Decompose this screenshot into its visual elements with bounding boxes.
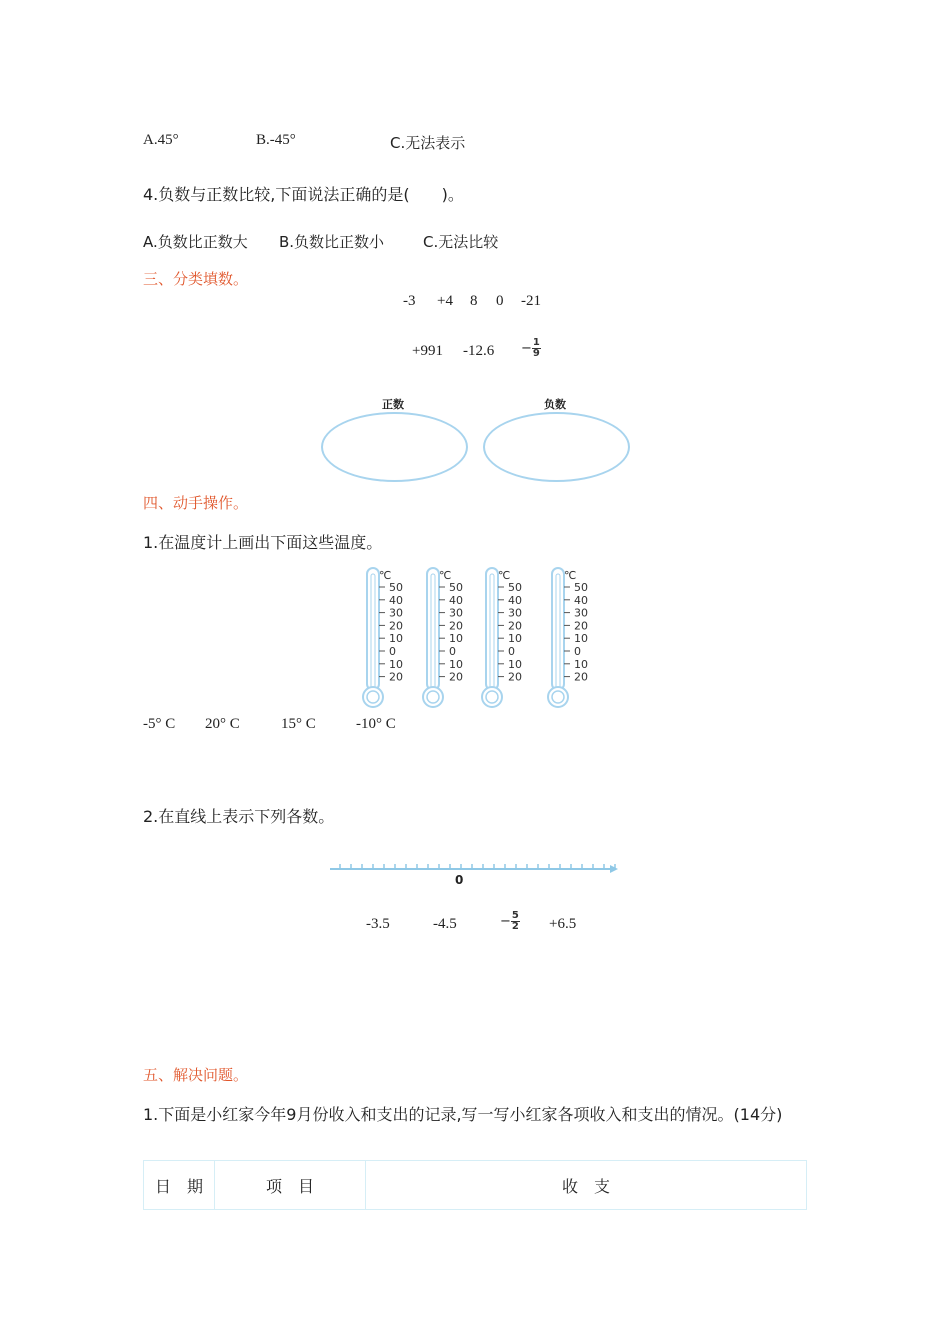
- thermometer-scale-label: 0: [389, 645, 396, 658]
- fraction-numerator: 1: [532, 337, 540, 348]
- thermometer-tube: [552, 568, 564, 690]
- thermometer-bulb: [423, 687, 443, 707]
- number-item: -12.6: [463, 343, 495, 359]
- thermometer-scale-label: 20: [389, 619, 403, 633]
- value-item: +6.5: [549, 916, 577, 932]
- thermometer-scale-label: 40: [574, 593, 588, 607]
- thermometer-scale-label: 40: [449, 593, 463, 607]
- header-income-expense: 收 支: [366, 1161, 807, 1210]
- thermometer-scale-label: 20: [389, 670, 403, 684]
- fraction-denominator: 9: [532, 348, 540, 359]
- number-item: +991: [412, 343, 443, 359]
- thermometer-scale-label: 50: [389, 581, 403, 594]
- thermometer-scale-label: 10: [449, 632, 463, 646]
- thermometer-scale-label: 50: [508, 581, 522, 594]
- fraction: [511, 911, 520, 932]
- thermometer-tube: [486, 568, 498, 690]
- thermometer-scale-label: 10: [574, 657, 588, 671]
- thermometer-scale-label: 20: [508, 619, 522, 633]
- table-header-row: [144, 1161, 807, 1210]
- question-4-2: 2.在直线上表示下列各数。: [143, 807, 335, 826]
- header-date: 日 期: [144, 1161, 215, 1210]
- temperature-label: -10° C: [356, 716, 396, 732]
- thermometer-scale-label: 0: [449, 645, 456, 658]
- thermometer-scale-label: 0: [574, 645, 581, 658]
- thermometer-tube: [367, 568, 379, 690]
- thermometer-scale-label: 10: [449, 657, 463, 671]
- fraction-sign: −: [500, 914, 511, 929]
- header-item: 项 目: [215, 1161, 366, 1210]
- fraction-numerator: 5: [511, 910, 519, 921]
- thermometer-scale-label: 10: [508, 657, 522, 671]
- question-4-1: 1.在温度计上画出下面这些温度。: [143, 533, 383, 552]
- thermometer-scale-label: 30: [574, 606, 588, 620]
- q4-option-b: B.负数比正数小: [279, 233, 385, 251]
- positive-label: 正数: [382, 398, 404, 411]
- thermometer-scale-label: 20: [449, 619, 463, 633]
- thermometer[interactable]: [363, 568, 403, 707]
- thermometer-bulb: [482, 687, 502, 707]
- number-item: -3: [403, 293, 416, 309]
- fraction-negative-five-halves: [500, 911, 520, 932]
- zero-label: 0: [455, 873, 464, 887]
- value-item: -4.5: [433, 916, 457, 932]
- thermometer-scale-label: 10: [389, 632, 403, 646]
- thermometer-tube: [427, 568, 439, 690]
- thermometer-scale-label: 40: [389, 593, 403, 607]
- thermometer-scale-label: 50: [449, 581, 463, 594]
- thermometer-unit: ℃: [379, 569, 392, 582]
- section-5-title: 五、解决问题。: [143, 1066, 249, 1084]
- thermometer-scale-label: 40: [508, 593, 522, 607]
- number-item: -21: [521, 293, 541, 309]
- temperature-label: -5° C: [143, 716, 176, 732]
- number-item: 8: [470, 293, 478, 309]
- thermometer[interactable]: [548, 568, 588, 707]
- option-b: B.-45°: [256, 132, 296, 148]
- fraction-sign: −: [521, 341, 532, 356]
- thermometer-scale-label: 0: [508, 645, 515, 658]
- number-line[interactable]: [320, 855, 630, 875]
- thermometer-scale-label: 10: [508, 632, 522, 646]
- question-5-1: 1.下面是小红家今年9月份收入和支出的记录,写一写小红家各项收入和支出的情况。(14分): [143, 1105, 783, 1124]
- thermometer-scale-label: 30: [449, 606, 463, 620]
- value-item: -3.5: [366, 916, 390, 932]
- thermometer-scale-label: 20: [508, 670, 522, 684]
- section-3-title: 三、分类填数。: [143, 270, 249, 288]
- number-line-arrow: [610, 865, 618, 873]
- question-4: 4.负数与正数比较,下面说法正确的是( )。: [143, 185, 464, 204]
- thermometer[interactable]: [423, 568, 463, 707]
- thermometer[interactable]: [482, 568, 522, 707]
- income-expense-table: [143, 1160, 807, 1210]
- option-c: C.无法表示: [390, 134, 466, 152]
- thermometer-bulb: [363, 687, 383, 707]
- thermometer-scale-label: 20: [449, 670, 463, 684]
- thermometer-scale-label: 10: [389, 657, 403, 671]
- thermometer-unit: ℃: [564, 569, 577, 582]
- section-4-title: 四、动手操作。: [143, 494, 249, 512]
- negative-label: 负数: [544, 398, 566, 411]
- q4-option-c: C.无法比较: [423, 233, 499, 251]
- thermometer-bulb: [548, 687, 568, 707]
- option-a: A.45°: [143, 132, 179, 148]
- temperature-label: 20° C: [205, 716, 240, 732]
- thermometer-unit: ℃: [498, 569, 511, 582]
- thermometer-scale-label: 20: [574, 619, 588, 633]
- thermometer-unit: ℃: [439, 569, 452, 582]
- temperature-label: 15° C: [281, 716, 316, 732]
- number-item: 0: [496, 293, 504, 309]
- thermometer-scale-label: 30: [508, 606, 522, 620]
- thermometer-scale-label: 10: [574, 632, 588, 646]
- thermometer-scale-label: 50: [574, 581, 588, 594]
- thermometer-scale-label: 30: [389, 606, 403, 620]
- number-item: +4: [437, 293, 453, 309]
- thermometer-scale-label: 20: [574, 670, 588, 684]
- q4-option-a: A.负数比正数大: [143, 233, 248, 251]
- fraction-denominator: 2: [511, 921, 519, 932]
